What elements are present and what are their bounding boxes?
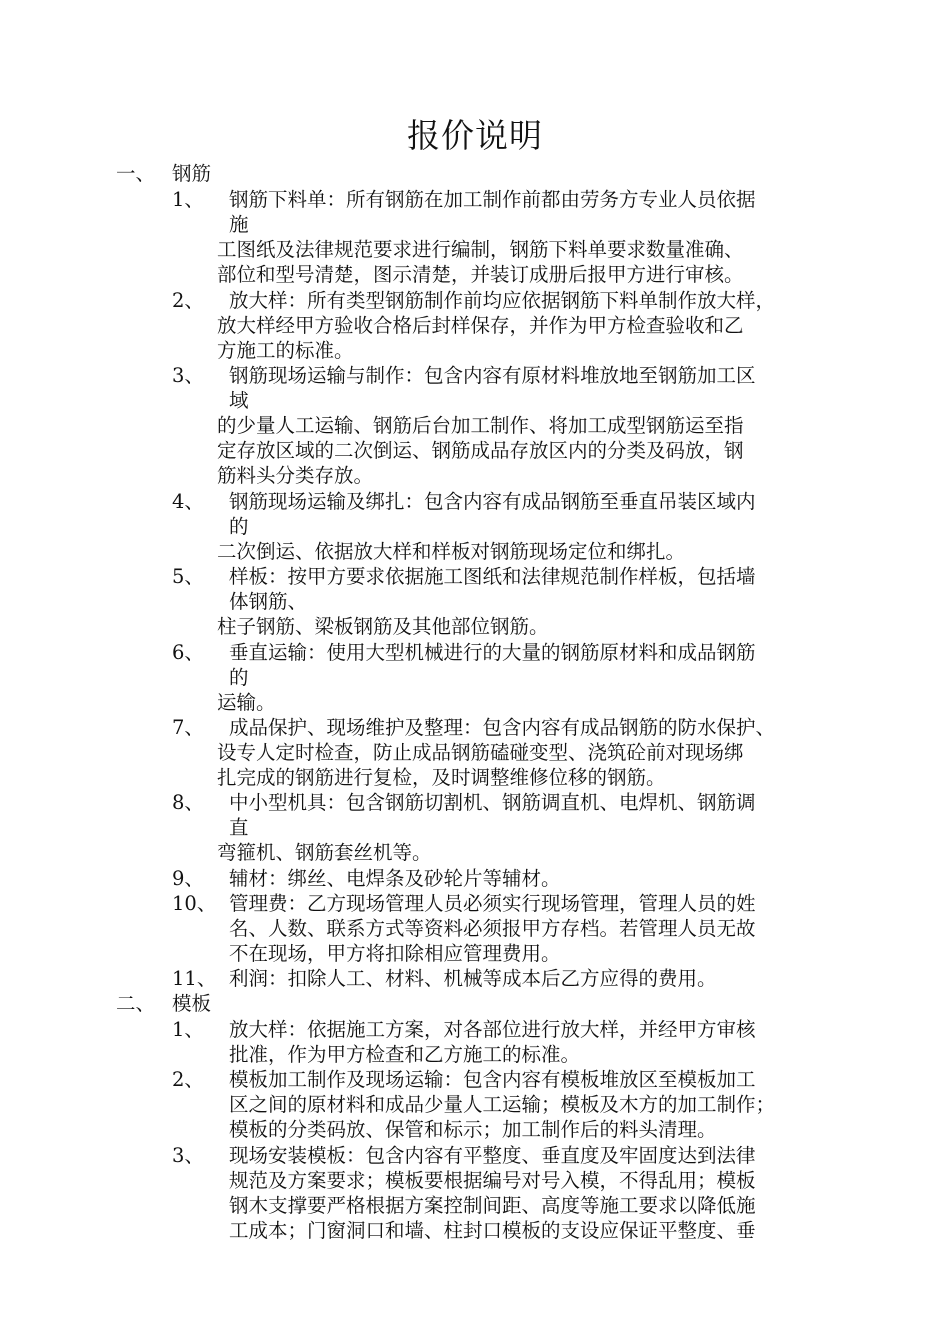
item-number: 5、 <box>172 565 204 588</box>
item-line: 放大样：所有类型钢筋制作前均应依据钢筋下料单制作放大样， <box>229 289 776 312</box>
item-line: 名、人数、联系方式等资料必须报甲方存档。若管理人员无故 <box>229 917 756 940</box>
item-line: 的少量人工运输、钢筋后台加工制作、将加工成型钢筋运至指 <box>217 414 744 437</box>
item-line: 批准，作为甲方检查和乙方施工的标准。 <box>229 1043 581 1066</box>
section-heading: 钢筋 <box>172 162 212 185</box>
item-line: 模板的分类码放、保管和标示；加工制作后的料头清理。 <box>229 1118 717 1141</box>
item-number: 3、 <box>172 1144 204 1167</box>
item-number: 2、 <box>172 289 204 312</box>
item-line: 现场安装模板：包含内容有平整度、垂直度及牢固度达到法律 <box>229 1144 756 1167</box>
item-number: 11、 <box>172 967 217 990</box>
item-line: 钢筋现场运输及绑扎：包含内容有成品钢筋至垂直吊装区域内 <box>229 490 756 513</box>
item-line: 工图纸及法律规范要求进行编制，钢筋下料单要求数量准确、 <box>217 238 744 261</box>
item-line: 规范及方案要求；模板要根据编号对号入模，不得乱用；模板 <box>229 1169 756 1192</box>
item-line: 中小型机具：包含钢筋切割机、钢筋调直机、电焊机、钢筋调 <box>229 791 756 814</box>
item-number: 8、 <box>172 791 204 814</box>
item-line: 成品保护、现场维护及整理：包含内容有成品钢筋的防水保护、 <box>229 716 776 739</box>
item-line: 运输。 <box>217 691 276 714</box>
item-line: 管理费：乙方现场管理人员必须实行现场管理，管理人员的姓 <box>229 892 756 915</box>
item-line: 不在现场，甲方将扣除相应管理费用。 <box>229 942 561 965</box>
item-line: 钢筋现场运输与制作：包含内容有原材料堆放地至钢筋加工区 <box>229 364 756 387</box>
item-number: 10、 <box>172 892 217 915</box>
item-number: 6、 <box>172 641 204 664</box>
item-number: 3、 <box>172 364 204 387</box>
item-line: 样板：按甲方要求依据施工图纸和法律规范制作样板，包括墙 <box>229 565 756 588</box>
item-number: 9、 <box>172 867 204 890</box>
item-line: 工成本；门窗洞口和墙、柱封口模板的支设应保证平整度、垂 <box>229 1219 756 1242</box>
item-line: 域 <box>229 389 249 412</box>
item-line: 二次倒运、依据放大样和样板对钢筋现场定位和绑扎。 <box>217 540 686 563</box>
section-heading: 模板 <box>172 992 212 1015</box>
item-line: 体钢筋、 <box>229 590 308 613</box>
item-line: 定存放区域的二次倒运、钢筋成品存放区内的分类及码放，钢 <box>217 439 744 462</box>
item-number: 4、 <box>172 490 204 513</box>
item-line: 设专人定时检查，防止成品钢筋磕碰变型、浇筑砼前对现场绑 <box>217 741 744 764</box>
item-line: 筋料头分类存放。 <box>217 464 374 487</box>
item-line: 扎完成的钢筋进行复检，及时调整维修位移的钢筋。 <box>217 766 666 789</box>
item-number: 2、 <box>172 1068 204 1091</box>
item-line: 钢木支撑要严格根据方案控制间距、高度等施工要求以降低施 <box>229 1194 756 1217</box>
item-line: 垂直运输：使用大型机械进行的大量的钢筋原材料和成品钢筋 <box>229 641 756 664</box>
item-line: 钢筋下料单：所有钢筋在加工制作前都由劳务方专业人员依据 <box>229 188 756 211</box>
item-number: 7、 <box>172 716 204 739</box>
item-line: 利润：扣除人工、材料、机械等成本后乙方应得的费用。 <box>229 967 717 990</box>
item-line: 区之间的原材料和成品少量人工运输；模板及木方的加工制作； <box>229 1093 776 1116</box>
page-title: 报价说明 <box>407 116 543 155</box>
item-line: 模板加工制作及现场运输：包含内容有模板堆放区至模板加工 <box>229 1068 756 1091</box>
item-line: 放大样经甲方验收合格后封样保存，并作为甲方检查验收和乙 <box>217 314 744 337</box>
item-line: 直 <box>229 816 249 839</box>
section-number: 二、 <box>116 992 156 1015</box>
section-number: 一、 <box>116 162 156 185</box>
item-line: 放大样：依据施工方案，对各部位进行放大样，并经甲方审核 <box>229 1018 756 1041</box>
item-line: 柱子钢筋、梁板钢筋及其他部位钢筋。 <box>217 615 549 638</box>
item-line: 弯箍机、钢筋套丝机等。 <box>217 841 432 864</box>
item-number: 1、 <box>172 1018 204 1041</box>
item-line: 的 <box>229 515 249 538</box>
item-line: 部位和型号清楚，图示清楚，并装订成册后报甲方进行审核。 <box>217 263 744 286</box>
item-line: 方施工的标准。 <box>217 339 354 362</box>
item-number: 1、 <box>172 188 204 211</box>
item-line: 施 <box>229 213 249 236</box>
item-line: 的 <box>229 666 249 689</box>
item-line: 辅材：绑丝、电焊条及砂轮片等辅材。 <box>229 867 561 890</box>
